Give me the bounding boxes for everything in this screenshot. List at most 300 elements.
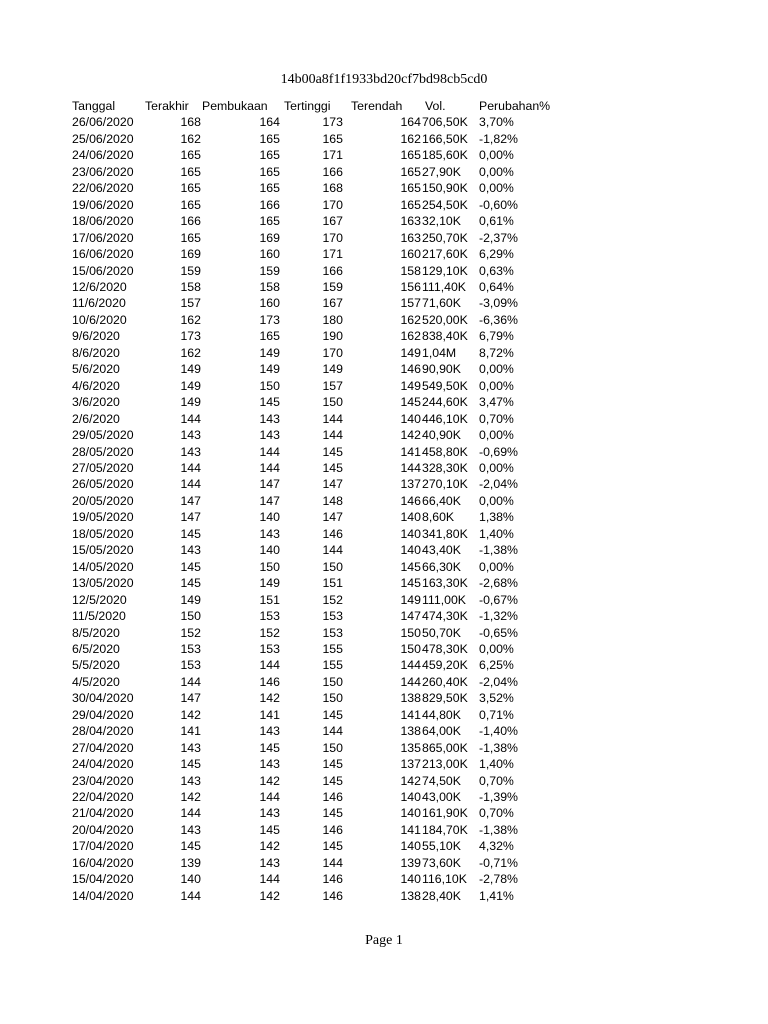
cell-date: 5/5/2020 xyxy=(72,658,120,673)
cell-vol: 166,50K xyxy=(422,131,468,146)
cell-pembukaan: 165 xyxy=(259,329,280,344)
cell-terakhir: 144 xyxy=(180,477,201,492)
cell-terakhir: 143 xyxy=(180,822,201,837)
table-row xyxy=(72,460,559,476)
cell-terendah: 149 xyxy=(400,378,421,393)
table-row xyxy=(72,131,559,147)
cell-date: 11/6/2020 xyxy=(72,296,126,311)
cell-vol: 90,90K xyxy=(422,362,461,377)
cell-vol: 74,50K xyxy=(422,773,461,788)
cell-date: 4/6/2020 xyxy=(72,378,120,393)
cell-pembukaan: 144 xyxy=(259,872,280,887)
cell-pembukaan: 144 xyxy=(259,460,280,475)
cell-vol: 43,40K xyxy=(422,543,461,558)
cell-vol: 8,60K xyxy=(422,510,455,525)
cell-terakhir: 169 xyxy=(180,247,201,262)
cell-tertinggi: 171 xyxy=(322,148,343,163)
table-row xyxy=(72,789,559,805)
cell-pembukaan: 140 xyxy=(259,543,280,558)
cell-pembukaan: 165 xyxy=(259,148,280,163)
cell-vol: 459,20K xyxy=(422,658,468,673)
table-row xyxy=(72,625,559,641)
cell-terendah: 146 xyxy=(400,493,421,508)
table-row xyxy=(72,147,559,163)
cell-tertinggi: 146 xyxy=(322,888,343,903)
cell-tertinggi: 145 xyxy=(322,806,343,821)
cell-date: 28/04/2020 xyxy=(72,724,134,739)
cell-terendah: 144 xyxy=(400,658,421,673)
cell-vol: 28,40K xyxy=(422,888,461,903)
cell-perubahan: 0,00% xyxy=(479,460,514,475)
cell-terendah: 140 xyxy=(400,839,421,854)
cell-terakhir: 165 xyxy=(180,164,201,179)
cell-terakhir: 147 xyxy=(180,493,201,508)
cell-perubahan: 1,40% xyxy=(479,526,514,541)
cell-terendah: 160 xyxy=(400,247,421,262)
cell-terakhir: 149 xyxy=(180,378,201,393)
cell-vol: 111,00K xyxy=(422,592,466,607)
cell-perubahan: -2,37% xyxy=(479,230,518,245)
cell-terakhir: 158 xyxy=(180,279,201,294)
cell-terakhir: 157 xyxy=(180,296,201,311)
cell-vol: 865,00K xyxy=(422,740,468,755)
cell-tertinggi: 190 xyxy=(322,329,343,344)
cell-vol: 50,70K xyxy=(422,625,461,640)
cell-terakhir: 162 xyxy=(180,345,201,360)
cell-terendah: 147 xyxy=(400,609,421,624)
table-row xyxy=(72,213,559,229)
cell-terendah: 138 xyxy=(400,691,421,706)
cell-pembukaan: 141 xyxy=(259,707,280,722)
cell-perubahan: -0,71% xyxy=(479,855,518,870)
cell-vol: 270,10K xyxy=(422,477,468,492)
cell-tertinggi: 166 xyxy=(322,164,343,179)
table-row xyxy=(72,657,559,673)
cell-perubahan: -1,40% xyxy=(479,724,518,739)
cell-perubahan: 0,00% xyxy=(479,362,514,377)
cell-terendah: 165 xyxy=(400,148,421,163)
cell-perubahan: 0,70% xyxy=(479,806,514,821)
cell-pembukaan: 160 xyxy=(259,247,280,262)
cell-perubahan: 6,25% xyxy=(479,658,514,673)
cell-terendah: 137 xyxy=(400,477,421,492)
cell-vol: 163,30K xyxy=(422,576,468,591)
document-title: 14b00a8f1f1933bd20cf7bd98cb5cd0 xyxy=(280,72,488,87)
cell-terakhir: 143 xyxy=(180,740,201,755)
cell-tertinggi: 173 xyxy=(322,115,343,130)
cell-terakhir: 166 xyxy=(180,214,201,229)
table-row xyxy=(72,641,559,657)
cell-perubahan: 3,52% xyxy=(479,691,514,706)
cell-vol: 250,70K xyxy=(422,230,468,245)
cell-tertinggi: 150 xyxy=(322,395,343,410)
cell-tertinggi: 144 xyxy=(322,411,343,426)
cell-pembukaan: 173 xyxy=(259,312,280,327)
cell-perubahan: -0,60% xyxy=(479,197,518,212)
cell-date: 3/6/2020 xyxy=(72,395,120,410)
cell-vol: 217,60K xyxy=(422,247,468,262)
cell-terendah: 162 xyxy=(400,312,421,327)
cell-tertinggi: 148 xyxy=(322,493,343,508)
cell-perubahan: -6,36% xyxy=(479,312,518,327)
cell-perubahan: 1,40% xyxy=(479,757,514,772)
cell-terendah: 164 xyxy=(400,115,421,130)
cell-terendah: 137 xyxy=(400,757,421,772)
cell-tertinggi: 145 xyxy=(322,757,343,772)
cell-terendah: 150 xyxy=(400,625,421,640)
cell-tertinggi: 167 xyxy=(322,214,343,229)
cell-terendah: 145 xyxy=(400,576,421,591)
cell-date: 22/04/2020 xyxy=(72,790,134,805)
cell-date: 26/05/2020 xyxy=(72,477,134,492)
table-row xyxy=(72,871,559,887)
table-row xyxy=(72,263,559,279)
table-row xyxy=(72,180,559,196)
cell-perubahan: 0,00% xyxy=(479,559,514,574)
cell-pembukaan: 147 xyxy=(259,493,280,508)
cell-perubahan: 0,71% xyxy=(479,707,514,722)
cell-date: 23/06/2020 xyxy=(72,164,134,179)
cell-pembukaan: 166 xyxy=(259,197,280,212)
table-row xyxy=(72,427,559,443)
cell-terakhir: 165 xyxy=(180,197,201,212)
cell-pembukaan: 142 xyxy=(259,773,280,788)
cell-date: 24/06/2020 xyxy=(72,148,134,163)
cell-perubahan: 0,00% xyxy=(479,148,514,163)
cell-vol: 73,60K xyxy=(422,855,461,870)
cell-terendah: 140 xyxy=(400,872,421,887)
cell-perubahan: -0,67% xyxy=(479,592,518,607)
cell-terakhir: 142 xyxy=(180,790,201,805)
cell-terakhir: 142 xyxy=(180,707,201,722)
table-row xyxy=(72,773,559,789)
cell-tertinggi: 152 xyxy=(322,592,343,607)
cell-date: 17/06/2020 xyxy=(72,230,134,245)
cell-perubahan: 0,00% xyxy=(479,164,514,179)
cell-vol: 458,80K xyxy=(422,444,468,459)
cell-terendah: 162 xyxy=(400,131,421,146)
cell-terakhir: 168 xyxy=(180,115,201,130)
table-row xyxy=(72,394,559,410)
table-row xyxy=(72,246,559,262)
table-row xyxy=(72,575,559,591)
table-row xyxy=(72,526,559,542)
cell-pembukaan: 143 xyxy=(259,428,280,443)
table-row xyxy=(72,592,559,608)
table-row xyxy=(72,444,559,460)
cell-date: 6/5/2020 xyxy=(72,641,120,656)
table-row xyxy=(72,230,559,246)
cell-terakhir: 149 xyxy=(180,592,201,607)
cell-date: 8/5/2020 xyxy=(72,625,120,640)
table-header-row xyxy=(72,98,559,114)
table-row xyxy=(72,838,559,854)
cell-terakhir: 149 xyxy=(180,362,201,377)
cell-date: 20/04/2020 xyxy=(72,822,134,837)
cell-perubahan: 0,70% xyxy=(479,773,514,788)
cell-pembukaan: 165 xyxy=(259,164,280,179)
cell-vol: 129,10K xyxy=(422,263,468,278)
cell-terendah: 145 xyxy=(400,395,421,410)
cell-date: 25/06/2020 xyxy=(72,131,134,146)
cell-terendah: 138 xyxy=(400,724,421,739)
cell-terakhir: 165 xyxy=(180,148,201,163)
cell-terakhir: 165 xyxy=(180,181,201,196)
cell-vol: 43,00K xyxy=(422,790,461,805)
cell-tertinggi: 146 xyxy=(322,822,343,837)
cell-terendah: 165 xyxy=(400,181,421,196)
cell-tertinggi: 150 xyxy=(322,740,343,755)
cell-perubahan: 0,00% xyxy=(479,428,514,443)
cell-terendah: 135 xyxy=(400,740,421,755)
cell-pembukaan: 142 xyxy=(259,691,280,706)
table-row xyxy=(72,295,559,311)
cell-pembukaan: 144 xyxy=(259,444,280,459)
cell-tertinggi: 146 xyxy=(322,526,343,541)
cell-vol: 446,10K xyxy=(422,411,468,426)
table-row xyxy=(72,740,559,756)
cell-pembukaan: 147 xyxy=(259,477,280,492)
cell-perubahan: 0,00% xyxy=(479,181,514,196)
cell-terendah: 140 xyxy=(400,790,421,805)
cell-terakhir: 145 xyxy=(180,576,201,591)
cell-perubahan: 0,70% xyxy=(479,411,514,426)
cell-pembukaan: 145 xyxy=(259,395,280,410)
cell-vol: 474,30K xyxy=(422,609,468,624)
header-tertinggi: Tertinggi xyxy=(284,99,331,113)
cell-date: 29/05/2020 xyxy=(72,428,134,443)
cell-perubahan: -1,38% xyxy=(479,822,518,837)
table-row xyxy=(72,378,559,394)
cell-pembukaan: 165 xyxy=(259,131,280,146)
table-row xyxy=(72,164,559,180)
cell-terendah: 145 xyxy=(400,559,421,574)
cell-terakhir: 143 xyxy=(180,428,201,443)
header-perubahan: Perubahan% xyxy=(479,99,551,113)
cell-tertinggi: 166 xyxy=(322,263,343,278)
cell-tertinggi: 168 xyxy=(322,181,343,196)
cell-vol: 260,40K xyxy=(422,674,468,689)
table-row xyxy=(72,855,559,871)
cell-date: 27/05/2020 xyxy=(72,460,134,475)
cell-perubahan: 0,00% xyxy=(479,641,514,656)
cell-vol: 829,50K xyxy=(422,691,468,706)
cell-terendah: 165 xyxy=(400,197,421,212)
cell-perubahan: 3,70% xyxy=(479,115,514,130)
cell-perubahan: -1,32% xyxy=(479,609,518,624)
cell-terendah: 141 xyxy=(400,444,421,459)
cell-perubahan: 0,64% xyxy=(479,279,514,294)
table-row xyxy=(72,822,559,838)
cell-terakhir: 143 xyxy=(180,543,201,558)
header-terakhir: Terakhir xyxy=(145,99,189,113)
cell-vol: 254,50K xyxy=(422,197,468,212)
cell-pembukaan: 140 xyxy=(259,510,280,525)
cell-perubahan: -0,69% xyxy=(479,444,518,459)
cell-vol: 838,40K xyxy=(422,329,468,344)
cell-tertinggi: 146 xyxy=(322,790,343,805)
cell-perubahan: 8,72% xyxy=(479,345,514,360)
cell-terendah: 141 xyxy=(400,822,421,837)
cell-vol: 32,10K xyxy=(422,214,461,229)
cell-date: 29/04/2020 xyxy=(72,707,134,722)
cell-tertinggi: 146 xyxy=(322,872,343,887)
cell-tertinggi: 150 xyxy=(322,674,343,689)
cell-perubahan: 1,38% xyxy=(479,510,514,525)
cell-date: 16/06/2020 xyxy=(72,247,134,262)
cell-vol: 40,90K xyxy=(422,428,461,443)
cell-terendah: 150 xyxy=(400,641,421,656)
cell-tertinggi: 145 xyxy=(322,773,343,788)
table-row xyxy=(72,411,559,427)
cell-perubahan: -1,38% xyxy=(479,543,518,558)
table-row xyxy=(72,542,559,558)
cell-tertinggi: 144 xyxy=(322,724,343,739)
cell-vol: 161,90K xyxy=(422,806,468,821)
cell-tertinggi: 165 xyxy=(322,131,343,146)
cell-vol: 328,30K xyxy=(422,460,468,475)
cell-vol: 66,40K xyxy=(422,493,461,508)
cell-vol: 520,00K xyxy=(422,312,468,327)
cell-pembukaan: 142 xyxy=(259,888,280,903)
cell-date: 13/05/2020 xyxy=(72,576,134,591)
cell-tertinggi: 145 xyxy=(322,460,343,475)
cell-terakhir: 149 xyxy=(180,395,201,410)
cell-vol: 71,60K xyxy=(422,296,461,311)
cell-pembukaan: 165 xyxy=(259,214,280,229)
cell-tertinggi: 144 xyxy=(322,855,343,870)
cell-perubahan: 6,29% xyxy=(479,247,514,262)
cell-date: 15/05/2020 xyxy=(72,543,134,558)
cell-vol: 55,10K xyxy=(422,839,461,854)
cell-vol: 184,70K xyxy=(422,822,468,837)
cell-perubahan: -3,09% xyxy=(479,296,518,311)
table-row xyxy=(72,114,559,130)
cell-perubahan: -2,04% xyxy=(479,477,518,492)
cell-tertinggi: 145 xyxy=(322,707,343,722)
cell-pembukaan: 149 xyxy=(259,576,280,591)
cell-date: 12/6/2020 xyxy=(72,279,127,294)
cell-terakhir: 173 xyxy=(180,329,201,344)
price-history-table xyxy=(72,98,559,904)
cell-date: 26/06/2020 xyxy=(72,115,134,130)
cell-tertinggi: 170 xyxy=(322,230,343,245)
cell-pembukaan: 143 xyxy=(259,526,280,541)
cell-terakhir: 145 xyxy=(180,526,201,541)
cell-date: 18/05/2020 xyxy=(72,526,134,541)
cell-vol: 185,60K xyxy=(422,148,468,163)
cell-tertinggi: 170 xyxy=(322,345,343,360)
table-row xyxy=(72,493,559,509)
cell-terakhir: 140 xyxy=(180,872,201,887)
cell-terendah: 140 xyxy=(400,526,421,541)
cell-pembukaan: 143 xyxy=(259,411,280,426)
cell-pembukaan: 153 xyxy=(259,609,280,624)
cell-pembukaan: 151 xyxy=(259,592,280,607)
cell-pembukaan: 150 xyxy=(259,559,280,574)
cell-date: 24/04/2020 xyxy=(72,757,134,772)
table-row xyxy=(72,197,559,213)
cell-terakhir: 165 xyxy=(180,230,201,245)
cell-tertinggi: 150 xyxy=(322,559,343,574)
cell-terakhir: 153 xyxy=(180,641,201,656)
cell-tertinggi: 155 xyxy=(322,658,343,673)
cell-pembukaan: 146 xyxy=(259,674,280,689)
cell-date: 22/06/2020 xyxy=(72,181,134,196)
cell-date: 15/04/2020 xyxy=(72,872,134,887)
cell-pembukaan: 164 xyxy=(259,115,280,130)
cell-tertinggi: 167 xyxy=(322,296,343,311)
cell-pembukaan: 150 xyxy=(259,378,280,393)
cell-pembukaan: 145 xyxy=(259,822,280,837)
cell-vol: 27,90K xyxy=(422,164,461,179)
cell-tertinggi: 151 xyxy=(322,576,343,591)
cell-perubahan: -0,65% xyxy=(479,625,518,640)
cell-terakhir: 145 xyxy=(180,559,201,574)
cell-terendah: 140 xyxy=(400,806,421,821)
cell-date: 18/06/2020 xyxy=(72,214,134,229)
cell-terakhir: 162 xyxy=(180,131,201,146)
cell-vol: 478,30K xyxy=(422,641,468,656)
cell-terendah: 163 xyxy=(400,230,421,245)
cell-date: 23/04/2020 xyxy=(72,773,134,788)
cell-perubahan: -1,38% xyxy=(479,740,518,755)
cell-vol: 549,50K xyxy=(422,378,468,393)
cell-perubahan: 4,32% xyxy=(479,839,514,854)
cell-tertinggi: 149 xyxy=(322,362,343,377)
cell-date: 2/6/2020 xyxy=(72,411,120,426)
cell-tertinggi: 180 xyxy=(322,312,343,327)
table-row xyxy=(72,279,559,295)
cell-vol: 213,00K xyxy=(422,757,468,772)
cell-terendah: 146 xyxy=(400,362,421,377)
page-number: Page 1 xyxy=(365,933,403,948)
cell-terendah: 140 xyxy=(400,543,421,558)
table-row xyxy=(72,690,559,706)
cell-date: 21/04/2020 xyxy=(72,806,134,821)
cell-vol: 111,40K xyxy=(422,279,466,294)
cell-pembukaan: 159 xyxy=(259,263,280,278)
cell-terendah: 156 xyxy=(400,279,421,294)
cell-tertinggi: 170 xyxy=(322,197,343,212)
cell-perubahan: 0,00% xyxy=(479,493,514,508)
table-row xyxy=(72,674,559,690)
cell-perubahan: -2,68% xyxy=(479,576,518,591)
cell-vol: 1,04M xyxy=(422,345,457,360)
cell-date: 8/6/2020 xyxy=(72,345,120,360)
cell-pembukaan: 144 xyxy=(259,658,280,673)
cell-terendah: 149 xyxy=(400,592,421,607)
cell-date: 17/04/2020 xyxy=(72,839,134,854)
cell-date: 30/04/2020 xyxy=(72,691,134,706)
cell-terendah: 140 xyxy=(400,510,421,525)
table-row xyxy=(72,559,559,575)
cell-pembukaan: 149 xyxy=(259,362,280,377)
cell-vol: 66,30K xyxy=(422,559,461,574)
cell-tertinggi: 153 xyxy=(322,609,343,624)
cell-vol: 244,60K xyxy=(422,395,468,410)
cell-terendah: 149 xyxy=(400,345,421,360)
cell-terakhir: 143 xyxy=(180,773,201,788)
cell-tertinggi: 147 xyxy=(322,477,343,492)
header-pembukaan: Pembukaan xyxy=(202,99,268,113)
table-body xyxy=(72,114,559,904)
cell-tertinggi: 157 xyxy=(322,378,343,393)
cell-pembukaan: 153 xyxy=(259,641,280,656)
cell-vol: 64,00K xyxy=(422,724,461,739)
cell-terakhir: 144 xyxy=(180,460,201,475)
cell-terakhir: 144 xyxy=(180,411,201,426)
